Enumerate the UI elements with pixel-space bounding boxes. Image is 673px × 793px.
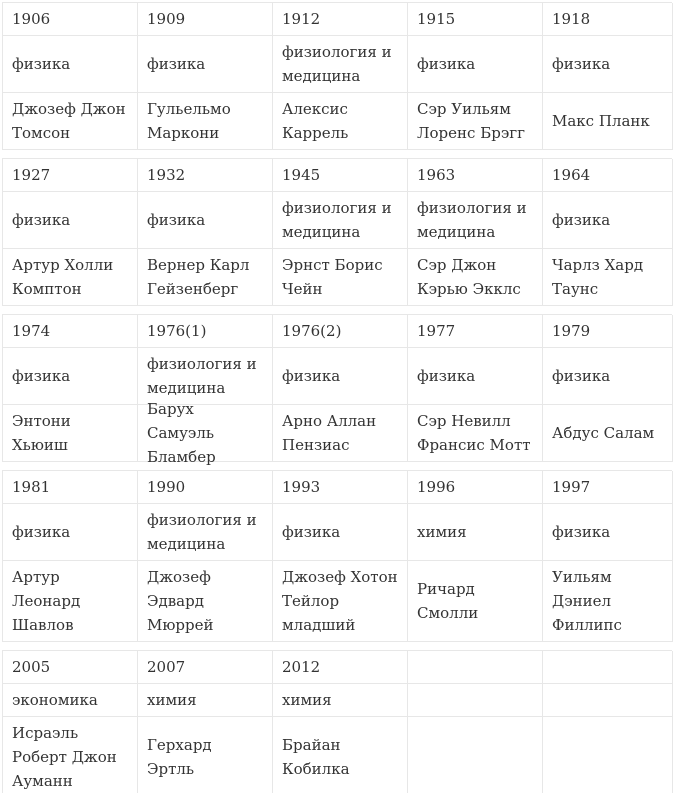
- laureate-name-cell: Джозеф Хотон Тейлор младший: [273, 561, 408, 642]
- field-cell: физиология и медицина: [408, 192, 543, 249]
- laureate-name-cell: Герхард Эртль: [138, 717, 273, 793]
- year-cell: 1993: [273, 471, 408, 504]
- laureate-name-cell: Ричард Смолли: [408, 561, 543, 642]
- year-row: [3, 3, 672, 36]
- year-cell: 1976(1): [138, 315, 273, 348]
- name-row: [3, 561, 672, 642]
- year-cell: 1932: [138, 159, 273, 192]
- year-cell: 1909: [138, 3, 273, 36]
- field-cell: физика: [138, 192, 273, 249]
- field-cell: физика: [138, 36, 273, 93]
- field-cell: физика: [3, 348, 138, 405]
- field-cell: химия: [138, 684, 273, 717]
- field-cell: физиология и медицина: [273, 36, 408, 93]
- laureate-name-cell: Макс Планк: [543, 93, 673, 150]
- field-cell: физика: [543, 504, 673, 561]
- year-cell: 1977: [408, 315, 543, 348]
- year-row: [3, 651, 672, 684]
- year-cell: 1918: [543, 3, 673, 36]
- name-row: [3, 717, 672, 793]
- laureate-name-cell: Уильям Дэниел Филлипс: [543, 561, 673, 642]
- year-cell: 1964: [543, 159, 673, 192]
- field-row: [3, 192, 672, 249]
- year-cell: 1963: [408, 159, 543, 192]
- laureate-name-cell: Вернер Карл Гейзенберг: [138, 249, 273, 306]
- field-cell: физиология и медицина: [273, 192, 408, 249]
- field-cell: физика: [3, 36, 138, 93]
- year-cell: 1997: [543, 471, 673, 504]
- laureate-name-cell: Гульельмо Маркони: [138, 93, 273, 150]
- name-row: [3, 93, 672, 150]
- year-cell: 1945: [273, 159, 408, 192]
- laureate-name-cell: Барух Самуэль Бламбер: [138, 405, 273, 462]
- table-block: [2, 314, 672, 466]
- field-cell: экономика: [3, 684, 138, 717]
- laureate-name-cell: Джозеф Эдвард Мюррей: [138, 561, 273, 642]
- empty-cell: [408, 651, 543, 684]
- year-cell: 1996: [408, 471, 543, 504]
- laureate-name-cell: Сэр Джон Кэрью Экклс: [408, 249, 543, 306]
- empty-cell: [543, 717, 673, 793]
- year-cell: 2007: [138, 651, 273, 684]
- name-row: [3, 249, 672, 306]
- laureate-name-cell: Артур Леонард Шавлов: [3, 561, 138, 642]
- year-cell: 1976(2): [273, 315, 408, 348]
- laureate-name-cell: Энтони Хьюиш: [3, 405, 138, 462]
- field-cell: физика: [408, 348, 543, 405]
- laureate-name-cell: Сэр Невилл Франсис Мотт: [408, 405, 543, 462]
- field-cell: физика: [3, 192, 138, 249]
- laureate-name-cell: Эрнст Борис Чейн: [273, 249, 408, 306]
- laureate-name-cell: Абдус Салам: [543, 405, 673, 462]
- field-cell: физика: [543, 192, 673, 249]
- year-cell: 1927: [3, 159, 138, 192]
- year-cell: 1906: [3, 3, 138, 36]
- year-cell: 1981: [3, 471, 138, 504]
- year-cell: 2012: [273, 651, 408, 684]
- field-cell: химия: [273, 684, 408, 717]
- year-cell: 1974: [3, 315, 138, 348]
- field-cell: физика: [273, 348, 408, 405]
- name-row: [3, 400, 672, 466]
- laureate-name-cell: Брайан Кобилка: [273, 717, 408, 793]
- field-cell: физика: [3, 504, 138, 561]
- year-cell: 1915: [408, 3, 543, 36]
- table-block: [2, 2, 672, 150]
- laureate-name-cell: Исраэль Роберт Джон Ауманн: [3, 717, 138, 793]
- field-cell: физика: [273, 504, 408, 561]
- field-cell: физиология и медицина: [138, 348, 273, 405]
- field-cell: физика: [543, 348, 673, 405]
- empty-cell: [543, 651, 673, 684]
- year-row: [3, 471, 672, 504]
- year-cell: 1990: [138, 471, 273, 504]
- empty-cell: [543, 684, 673, 717]
- laureate-name-cell: Джозеф Джон Томсон: [3, 93, 138, 150]
- field-cell: физика: [408, 36, 543, 93]
- laureate-name-cell: Арно Аллан Пензиас: [273, 405, 408, 462]
- table-block: [2, 650, 672, 793]
- field-row: [3, 348, 672, 405]
- table-block: [2, 470, 672, 642]
- laureate-name-cell: Артур Холли Комптон: [3, 249, 138, 306]
- empty-cell: [408, 684, 543, 717]
- field-cell: физика: [543, 36, 673, 93]
- field-cell: физиология и медицина: [138, 504, 273, 561]
- field-row: [3, 684, 672, 717]
- field-row: [3, 36, 672, 93]
- field-cell: химия: [408, 504, 543, 561]
- laureate-name-cell: Алексис Каррель: [273, 93, 408, 150]
- table-block: [2, 158, 672, 306]
- laureate-name-cell: Сэр Уильям Лоренс Брэгг: [408, 93, 543, 150]
- year-cell: 2005: [3, 651, 138, 684]
- year-row: [3, 159, 672, 192]
- year-cell: 1912: [273, 3, 408, 36]
- empty-cell: [408, 717, 543, 793]
- laureate-name-cell: Чарлз Хард Таунс: [543, 249, 673, 306]
- field-row: [3, 504, 672, 561]
- year-cell: 1979: [543, 315, 673, 348]
- year-row: [3, 315, 672, 348]
